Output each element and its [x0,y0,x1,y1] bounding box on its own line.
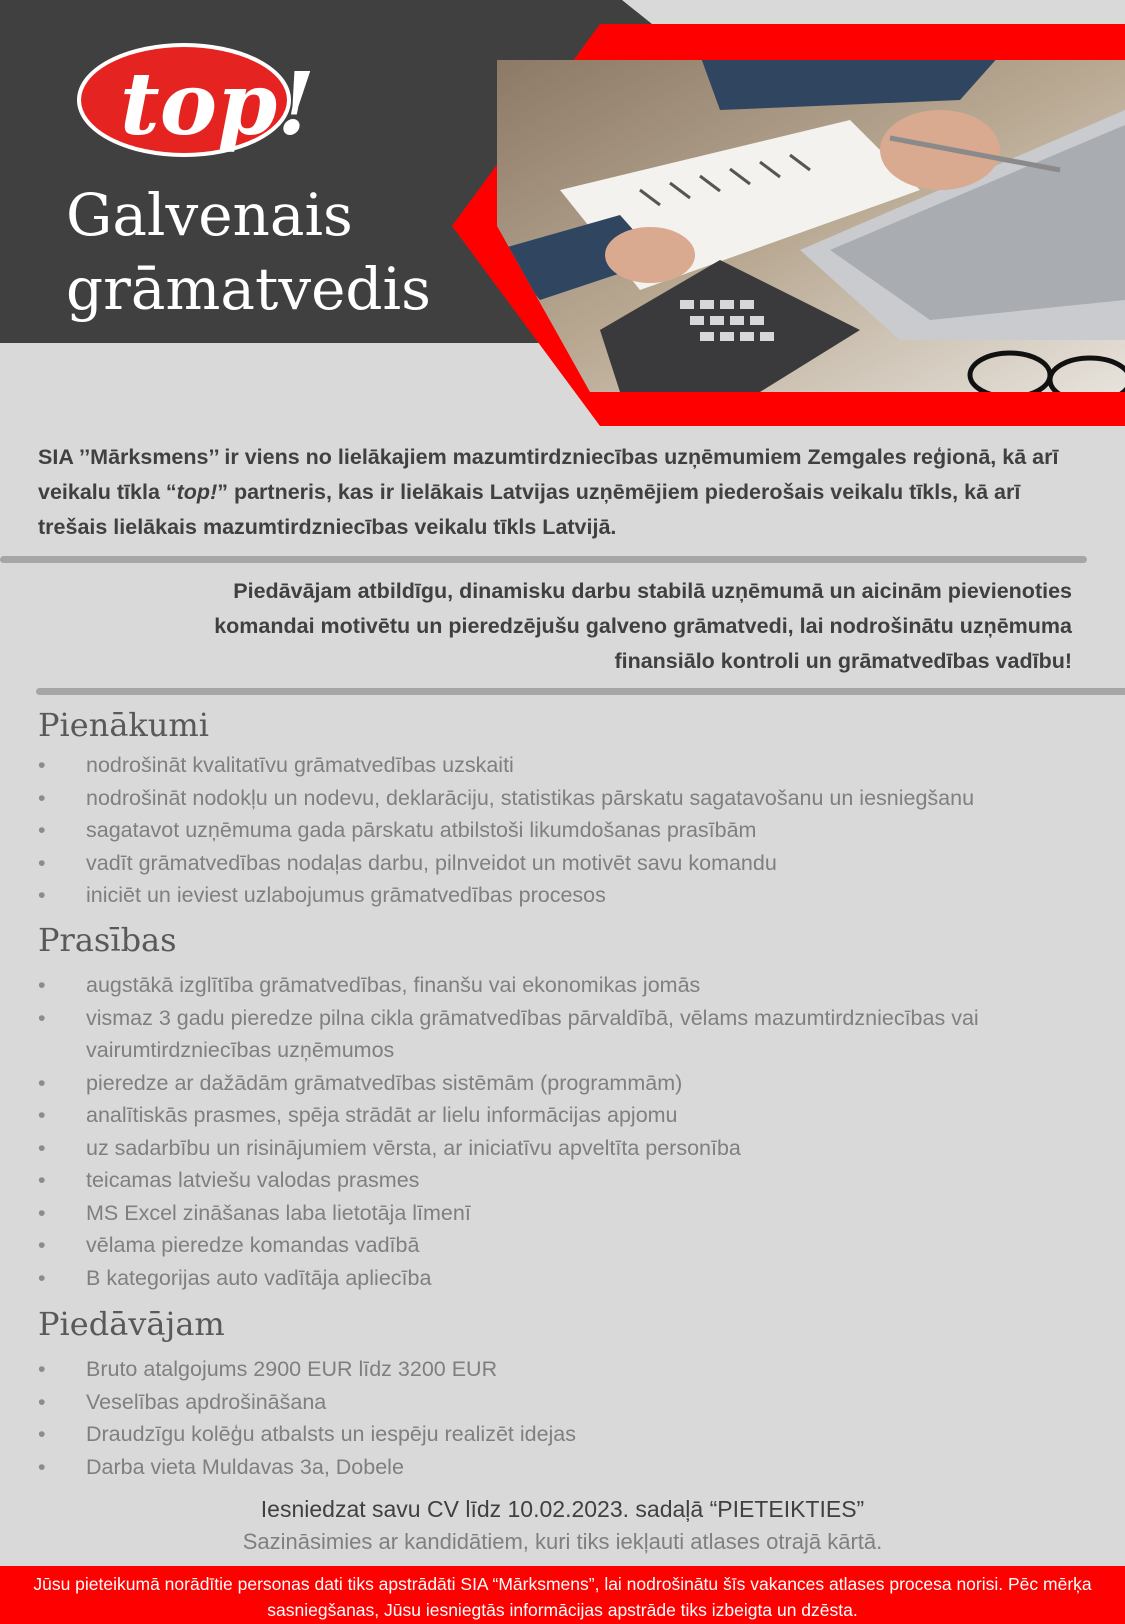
bullet-icon: • [38,1233,46,1257]
intro-part1: SIA ’’Mārksmens’’ ir viens no lielākajiem mazumtirdzniecības uzņēmumiem Zemgales reģionā, kā arī veikalu tīkla “ [38,445,1059,504]
apply-instruction: Iesniedzat savu CV līdz 10.02.2023. sadaļā “PIETEIKTIES” [260,1496,865,1522]
bullet-icon: • [38,1070,46,1095]
list-item-text: vēlama pieredze komandas vadībā [86,1233,420,1257]
bullet-icon: • [38,973,46,997]
bullet-icon: • [38,1454,46,1479]
bullet-icon: • [38,1005,46,1030]
list-item [38,1229,1118,1262]
requirements-list [38,969,1118,1294]
list-item-text: augstākā izglītība grāmatvedības, finanšu vai ekonomikas jomās [86,973,701,997]
list-item-text: Veselības apdrošināšana [86,1389,327,1414]
list-item [38,1386,1118,1419]
offer-line2: komandai motivētu un pieredzējušu galveno grāmatvedi, lai nodrošinātu uzņēmuma [214,614,1072,638]
list-item-text: B kategorijas auto vadītāja apliecība [86,1265,432,1290]
duties-title: Pienākumi [38,706,209,744]
list-item-text: Bruto atalgojums 2900 EUR līdz 3200 EUR [86,1357,498,1381]
list-item-text: pieredze ar dažādām grāmatvedības sistēmām (programmām) [86,1070,683,1095]
top-logo [72,22,332,162]
list-item [38,1451,1118,1484]
list-item-text: sagatavot uzņēmuma gada pārskatu atbilstoši likumdošanas prasībām [86,818,757,842]
list-item [38,749,1118,782]
bullet-icon: • [38,883,46,907]
offer-line1: Piedāvājam atbildīgu, dinamisku darbu stabilā uzņēmumā un aicinām pievienoties [233,579,1072,603]
list-item [38,814,1118,847]
list-item-text: uz sadarbību un risinājumiem vērsta, ar iniciatīvu apveltīta personība [86,1135,741,1160]
bullet-icon: • [38,753,46,777]
list-item [38,1262,1118,1295]
list-item [38,1067,1118,1100]
job-title-line2: grāmatvedis [66,255,431,323]
intro-brand: top! [176,480,218,504]
bullet-icon: • [38,785,46,810]
benefits-list [38,1353,1118,1483]
list-item [38,1132,1118,1165]
list-item [38,879,1118,912]
list-item-text: vismaz 3 gadu pieredze pilna cikla grāmatvedības pārvaldībā, vēlams mazumtirdzniecības vai vairumtirdzniecības uzņēmumos [86,1005,979,1062]
list-item [38,1099,1118,1132]
job-title [66,178,486,326]
bullet-icon: • [38,1357,46,1381]
list-item-text: vadīt grāmatvedības nodaļas darbu, pilnveidot un motivēt savu komandu [86,850,777,875]
list-item [38,847,1118,880]
list-item [38,1418,1118,1451]
list-item-text: nodrošināt nodokļu un nodevu, deklarāciju, statistikas pārskatu sagatavošanu un iesniegšanu [86,785,975,810]
bullet-icon: • [38,1422,46,1446]
list-item [38,969,1118,1002]
list-item [38,1002,1118,1067]
list-item-text: teicamas latviešu valodas prasmes [86,1168,420,1192]
bullet-icon: • [38,1135,46,1160]
bullet-icon: • [38,818,46,842]
list-item-text: Darba vieta Muldavas 3a, Dobele [86,1454,404,1479]
bullet-icon: • [38,1200,46,1225]
intro-part2: ” partneris, kas ir lielākais Latvijas uzņēmējiem piederošais veikalu tīkls, kā arī trešais lielākais mazumtirdzniecības veikalu tīkls Latvijā. [38,480,1021,539]
offer-line3: finansiālo kontroli un grāmatvedības vadību! [614,649,1072,673]
privacy-footer [0,1566,1125,1624]
divider [36,688,1125,695]
bullet-icon: • [38,1265,46,1290]
logo-wordmark: top! [120,54,315,155]
bullet-icon: • [38,1389,46,1414]
company-intro [38,440,1088,545]
benefits-title: Piedāvājam [38,1305,225,1343]
offer-statement [60,574,1072,679]
list-item-text: Draudzīgu kolēģu atbalsts un iespēju realizēt idejas [86,1422,577,1446]
divider [0,556,1087,563]
job-title-line1: Galvenais [66,181,353,249]
duties-list [38,749,1118,912]
list-item [38,1197,1118,1230]
list-item [38,1164,1118,1197]
contact-note: Sazināsimies ar kandidātiem, kuri tiks iekļauti atlases otrajā kārtā. [242,1529,883,1554]
list-item-text: iniciēt un ieviest uzlabojumus grāmatvedības procesos [86,883,606,907]
list-item-text: analītiskās prasmes, spēja strādāt ar lielu informācijas apjomu [86,1103,678,1127]
requirements-title: Prasības [38,921,177,959]
privacy-text: Jūsu pieteikumā norādītie personas dati tiks apstrādāti SIA “Mārksmens”, lai nodrošinātu šīs vakances atlases procesa norisi. Pēc mērķa sasniegšanas, Jūsu iesniegtās informācijas apstrāde tiks izbeigta un dzēsta. [33,1574,1092,1620]
list-item [38,782,1118,815]
list-item-text: MS Excel zināšanas laba lietotāja līmenī [86,1200,471,1225]
list-item-text: nodrošināt kvalitatīvu grāmatvedības uzskaiti [86,753,514,777]
list-item [38,1353,1118,1386]
bullet-icon: • [38,1103,46,1127]
bullet-icon: • [38,1168,46,1192]
bullet-icon: • [38,850,46,875]
